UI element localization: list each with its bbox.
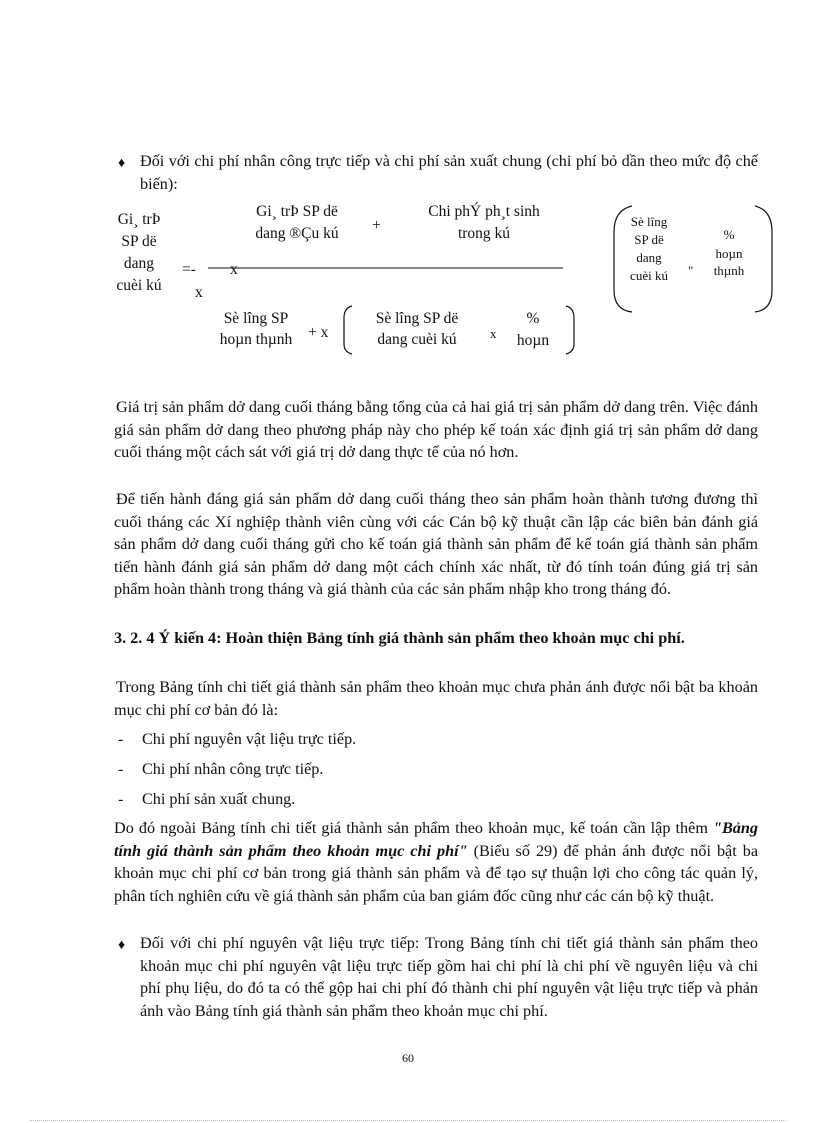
bullet-diamond-icon: ♦ <box>118 156 126 171</box>
formula-plus: + <box>372 217 381 234</box>
list-item <box>118 758 758 780</box>
formula-den3-line1: % <box>526 310 540 327</box>
formula-lhs-line4: cuèi kú <box>116 277 162 294</box>
dash-marker: - <box>118 730 124 748</box>
list-item <box>118 728 758 750</box>
formula-den2-line1: Sè lîng SP dë <box>375 310 459 327</box>
formula-right-b-line3: thµnh <box>713 263 745 278</box>
formula-num1-line1: Gi¸ trÞ SP dë <box>256 203 338 220</box>
last-bullet-text: Đối với chi phí nguyên vật liệu trực tiếp: Trong Bảng tính chi tiết giá thành sản phẩm theo khoản mục chi phí nguyên vật liệu trực tiếp gồm hai chi phí là chi phí về nguyên liệu và chi phí phụ liệu, do đó ta có thể gộp hai chi phí đó thành chi phí nguyên vật liệu trực tiếp và phản ánh vào Bảng tính giá thành sản phẩm theo khoản mục chi phí. <box>140 934 758 1020</box>
formula-den2-line2: dang cuèi kú <box>377 331 457 348</box>
paragraph-2: Để tiến hành đáng giá sản phẩm dở dang cuối tháng theo sản phẩm hoàn thành tương đương thì cuối tháng các Xí nghiệp thành viên cùng với các Cán bộ kỹ thuật cần lập các biên bản đánh giá sản phẩm dở dang cuối tháng gửi cho kế toán giá thành sản phẩm để kế toán giá thành sản phẩm tiến hành đánh giá sản phẩm dở dang một cách chính xác nhất, từ đó tính toán đúng giá trị sản phẩm hoàn thành trong tháng và giá thành của các sản phẩm nhập kho trong tháng đó. <box>114 490 758 599</box>
formula-den1-line1: Sè lîng SP <box>223 310 289 327</box>
page-bottom-divider <box>30 1120 786 1121</box>
formula-right-a-line4: cuèi kú <box>630 268 668 283</box>
list-item-text: Chi phí nhân công trực tiếp. <box>142 760 324 778</box>
paragraph-1: Giá trị sản phẩm dở dang cuối tháng bằng tổng của cả hai giá trị sản phẩm dở dang trên. Việc đánh giá sản phẩm dở dang theo phương pháp này cho phép kế toán xác định giá trị sản phẩm dở dang cuối tháng một cách sát với giá trị dở dang thực tế của nó hơn. <box>114 398 758 462</box>
section-heading: 3. 2. 4 Ý kiến 4: Hoàn thiện Bảng tính giá thành sản phẩm theo khoản mục chi phí. <box>114 629 685 647</box>
formula-num1-line2: dang ®Çu kú <box>255 225 339 242</box>
intro-bullet-text: Đối với chi phí nhân công trực tiếp và chi phí sản xuất chung (chi phí bỏ dần theo mức độ chế biến): <box>140 152 758 193</box>
formula-right-b-line2: hoµn <box>715 246 743 261</box>
formula-num2-line1: Chi phÝ ph¸t sinh <box>428 203 540 220</box>
formula-den-x: x <box>490 326 497 341</box>
formula-right-b-line1: % <box>723 227 735 242</box>
formula-den3-line2: hoµn <box>516 332 550 349</box>
formula-right-dot: " <box>688 263 694 278</box>
bullet-diamond-icon: ♦ <box>118 938 126 953</box>
list-item-text: Chi phí sản xuất chung. <box>142 790 296 808</box>
formula-lhs-line3: dang <box>123 255 155 272</box>
formula-right-a-line3: dang <box>636 250 662 265</box>
dash-marker: - <box>118 760 124 778</box>
formula-lhs-line1: Gi¸ trÞ <box>117 211 161 228</box>
list-item <box>118 788 758 810</box>
paragraph-4-emphasis: "Bảng tính giá thành sản phẩm theo khoản mục chi phí" <box>114 819 758 860</box>
formula-x-under: x <box>195 284 203 301</box>
formula-x-small: x <box>230 261 238 278</box>
formula-lhs-line2: SP dë <box>121 233 157 250</box>
formula-num2-line2: trong kú <box>457 225 511 242</box>
formula-right-a-line2: SP dë <box>634 232 664 247</box>
paragraph-4 <box>114 817 758 907</box>
dash-marker: - <box>118 790 124 808</box>
paragraph-4-end: (Biểu số 29) để phản ánh được nổi bật ba khoản mục chi phí cơ bản trong giá thành sản phẩm và để tạo sự thuận lợi cho công tác quản lý, phân tích nghiên cứu về giá thành sản phẩm của ban giám đốc cũng như các cán bộ kỹ thuật. <box>114 841 759 905</box>
formula-equals: =- <box>182 261 196 278</box>
formula-right-a-line1: Sè lîng <box>630 214 668 229</box>
page-number: 60 <box>402 1051 414 1065</box>
list-item-text: Chi phí nguyên vật liệu trực tiếp. <box>142 730 357 748</box>
paragraph-3: Trong Bảng tính chi tiết giá thành sản phẩm theo khoản mục chưa phản ánh được nổi bật ba khoản mục chi phí cơ bản đó là: <box>114 678 758 719</box>
formula-den1-line2: hoµn thµnh <box>219 331 293 348</box>
paragraph-4-start: Do đó ngoài Bảng tính chi tiết giá thành sản phẩm theo khoản mục, kế toán cần lập thêm <box>114 819 714 837</box>
formula-den-plus: + x <box>308 324 329 341</box>
